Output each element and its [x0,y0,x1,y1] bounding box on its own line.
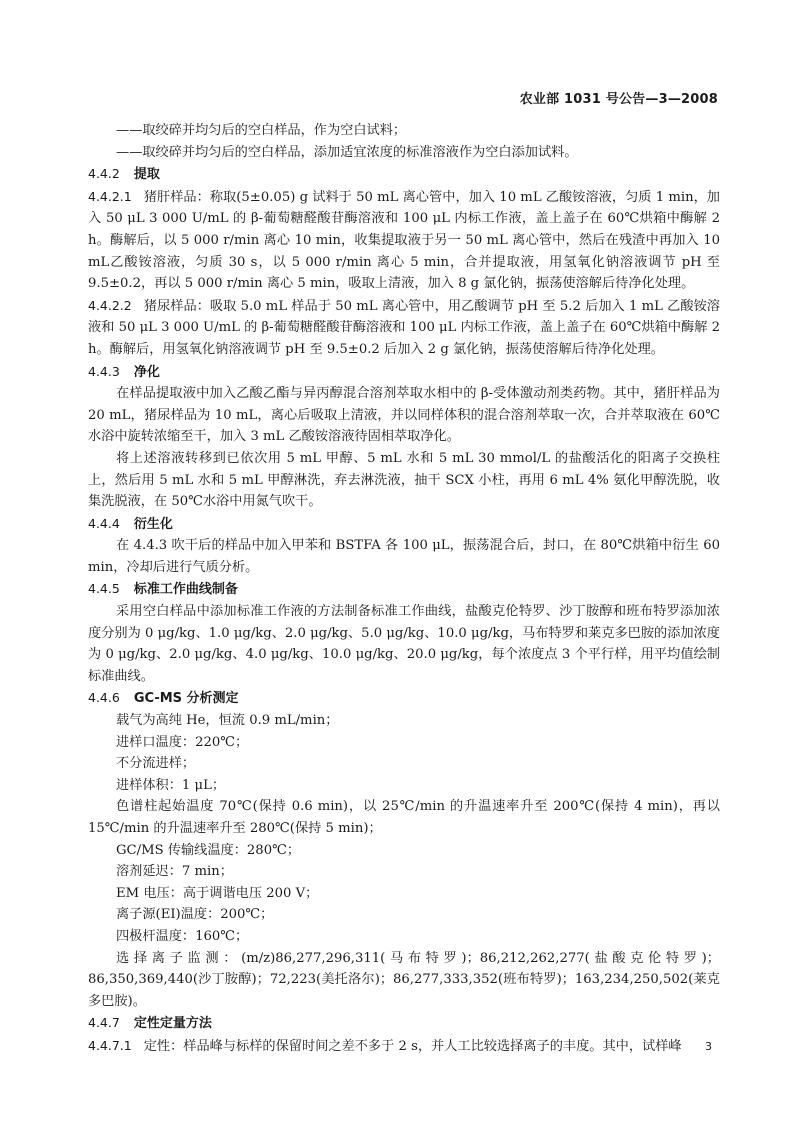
clause-text: 定性：样品峰与标样的保留时间之差不多于 2 s，并人工比较选择离子的丰度。其中，试样峰 [143,1038,682,1054]
clause-4-4-7-1 [88,1035,720,1058]
clause-4-4-2-1 [88,186,720,295]
section-title: 衍生化 [133,516,173,532]
page-number: 3 [705,1040,712,1053]
list-item: ——取绞碎并均匀后的空白样品，添加适宜浓度的标准溶液作为空白添加试料。 [116,144,578,160]
section-heading-4-4-4 [88,513,720,536]
list-item: ——取绞碎并均匀后的空白样品，作为空白试料； [116,123,407,138]
paragraph: 将上述溶液转移到已依次用 5 mL 甲醇、5 mL 水和 5 mL 30 mmol/L 的盐酸活化的阳离子交换柱上，然后用 5 mL 水和 5 mL 甲醇淋洗，弃去淋洗液，抽干 SCX 小柱，再用 6 mL 4% 氨化甲醇洗脱，收集洗脱液，在 50℃水浴中用氮气吹干。 [88,450,720,510]
condition-item: 载气为高纯 He，恒流 0.9 mL/min； [116,713,339,729]
clause-text: 猪肝样品：称取(5±0.05) g 试料于 50 mL 离心管中，加入 10 mL 乙酸铵溶液，匀质 1 min，加入 50 μL 3 000 U/mL 的 β-葡萄糖醛酸苷酶溶液和 100 μL 内标工作液，盖上盖子在 60℃烘箱中酶解 2 h。酶解后，以 5 000 r/min 离心 10 min，收集提取液于另一 50 mL 离心管中，然后在残渣中再加入 10 mL乙酸铵溶液，匀质 30 s，以 5 000 r/min 离心 5 min，合并提取液，用氢氧化钠溶液调节 pH 至 9.5±0.2，再以 5 000 r/min 离心 5 min，吸取上清液，加入 8 g 氯化钠，振荡使溶解后待净化处理。 [88,189,720,292]
section-heading-4-4-3 [88,361,720,384]
paragraph: 采用空白样品中添加标准工作液的方法制备标准工作曲线，盐酸克伦特罗、沙丁胺醇和班布特罗添加浓度分别为 0 μg/kg、1.0 μg/kg、2.0 μg/kg、5.0 μg/kg、10.0 μg/kg，马布特罗和莱克多巴胺的添加浓度为 0 μg/kg、2.0 μg/kg、4.0 μg/kg、10.0 μg/kg、20.0 μg/kg，每个浓度点 3 个平行样，用平均值绘制标准曲线。 [88,604,720,684]
section-title: GC-MS 分析测定 [133,691,239,707]
paragraph: 在 4.4.3 吹干后的样品中加入甲苯和 BSTFA 各 100 μL，振荡混合后，封口，在 80℃烘箱中衍生 60 min，冷却后进行气质分析。 [88,538,720,575]
condition-item: GC/MS 传输线温度：280℃； [116,842,301,858]
section-number: 4.4.2 [88,166,120,182]
section-heading-4-4-5 [88,578,720,601]
paragraph: 在样品提取液中加入乙酸乙酯与异丙醇混合溶剂萃取水相中的 β-受体激动剂类药物。其中，猪肝样品为 20 mL，猪尿样品为 10 mL，离心后吸取上清液，并以同样体积的混合溶剂萃取一次，合并萃取液在 60℃水浴中旋转浓缩至干，加入 3 mL 乙酸铵溶液待固相萃取净化。 [88,386,720,445]
condition-item: 色谱柱起始温度 70℃(保持 0.6 min)，以 25℃/min 的升温速率升至 200℃(保持 4 min)，再以 15℃/min 的升温速率升至 280℃(保持 5 min)； [88,799,720,836]
section-title: 定性定量方法 [133,1016,212,1032]
section-number: 4.4.6 [88,690,120,706]
condition-item: 离子源(EI)温度：200℃； [116,907,274,923]
section-title: 标准工作曲线制备 [133,582,238,598]
condition-item: 四极杆温度：160℃； [116,928,249,944]
condition-item: 选择离子监测：(m/z)86,277,296,311(马布特罗)；86,212,262,277(盐酸克伦特罗)；86,350,369,440(沙丁胺醇)；72,223(美托洛尔)；86,277,333,352(班布特罗)；163,234,250,502(莱克多巴胺)。 [88,950,720,1009]
clause-number: 4.4.7.1 [88,1037,132,1053]
condition-item: 进样口温度：220℃； [116,734,249,750]
condition-item: 不分流进样； [116,756,196,772]
section-title: 净化 [133,364,160,380]
section-title: 提取 [133,167,160,183]
condition-item: 溶剂延迟：7 min； [116,864,233,880]
section-heading-4-4-2 [88,163,720,186]
section-number: 4.4.7 [88,1015,120,1031]
clause-number: 4.4.2.1 [88,188,132,204]
clause-text: 猪尿样品：吸取 5.0 mL 样品于 50 mL 离心管中，用乙酸调节 pH 至 5.2 后加入 1 mL 乙酸铵溶液和 50 μL 3 000 U/mL 的 β-葡萄糖醛酸苷酶溶液和 100 μL 内标工作液，盖上盖子在 60℃烘箱中酶解 2 h。酶解后，用氢氧化钠溶液调节 pH 至 9.5±0.2 后加入 2 g 氯化钠，振荡使溶解后待净化处理。 [88,298,720,357]
clause-4-4-2-2 [88,295,720,361]
document-body [88,120,720,1058]
clause-number: 4.4.2.2 [88,297,132,313]
document-header: 农业部 1031 号公告—3—2008 [519,92,718,107]
condition-item: 进样体积：1 μL； [116,777,226,793]
section-number: 4.4.5 [88,581,120,597]
condition-item: EM 电压：高于调谐电压 200 V； [116,885,319,901]
section-heading-4-4-6 [88,687,720,710]
section-number: 4.4.3 [88,363,120,379]
section-number: 4.4.4 [88,515,120,531]
section-heading-4-4-7 [88,1012,720,1035]
